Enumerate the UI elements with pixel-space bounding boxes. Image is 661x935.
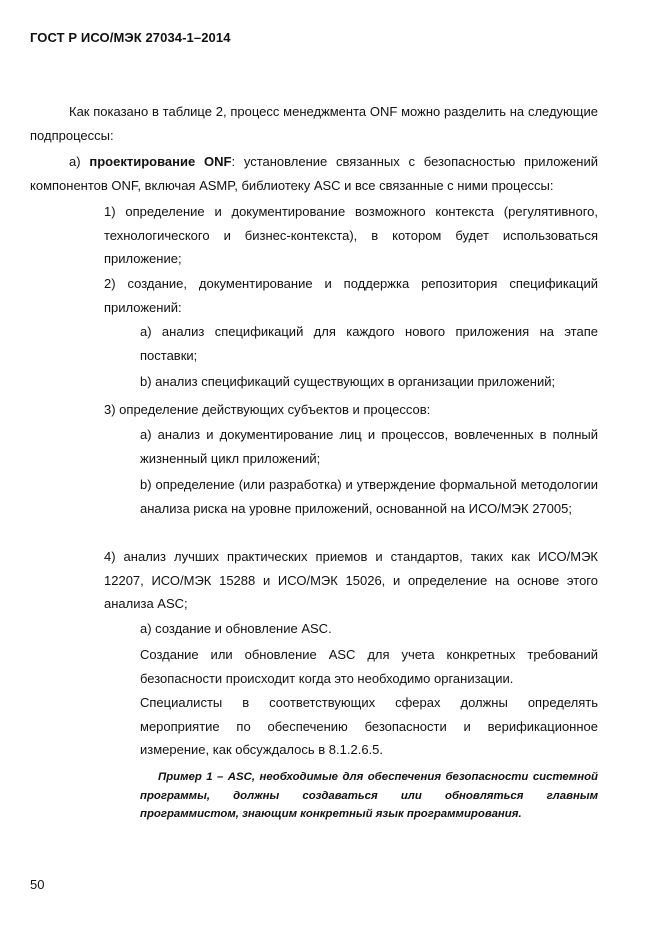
list-item-2b: b) анализ спецификаций существующих в организации приложений;: [140, 374, 556, 389]
item-a-lead: проектирование ONF: [89, 154, 232, 169]
list-item-3: 3) определение действующих субъектов и процессов:: [104, 402, 431, 417]
list-item-2: 2) создание, документирование и поддержка репозитория спецификаций приложений:: [104, 276, 598, 315]
intro-paragraph: Как показано в таблице 2, процесс менеджмента ONF можно разделить на следующие подпроцессы:: [30, 104, 598, 143]
list-item-4a-text-1: Создание или обновление ASC для учета конкретных требований безопасности происходит когда это необходимо организации.: [140, 647, 598, 686]
list-item-3b: b) определение (или разработка) и утверждение формальной методологии анализа риска на уровне приложений, основанной на ИСО/МЭК 27005;: [140, 477, 598, 516]
list-item-4: 4) анализ лучших практических приемов и стандартов, таких как ИСО/МЭК 12207, ИСО/МЭК 15288 и ИСО/МЭК 15026, и определение на основе этого анализа ASC;: [104, 549, 598, 611]
item-a-text: : установление связанных с безопасностью приложений компонентов ONF, включая ASMP, библиотеку ASC и все связанные с ними процессы:: [30, 154, 599, 193]
list-item-3a: a) анализ и документирование лиц и процессов, вовлеченных в полный жизненный цикл приложений;: [140, 427, 598, 466]
list-item-2a: a) анализ спецификаций для каждого нового приложения на этапе поставки;: [140, 324, 598, 363]
page-number: 50: [30, 877, 45, 892]
list-item-4a: a) создание и обновление ASC.: [140, 621, 332, 636]
example-note: Пример 1 – ASC, необходимые для обеспечения безопасности системной программы, должны создаваться или обновляться главным программистом, знающим конкретный язык программирования.: [140, 771, 598, 820]
item-a-paragraph: [30, 150, 598, 197]
item-a-prefix: а): [69, 154, 90, 169]
document-header: ГОСТ Р ИСО/МЭК 27034-1–2014: [30, 30, 231, 45]
list-item-1: 1) определение и документирование возможного контекста (регулятивного, технологического и бизнес-контекста), в котором будет использоваться приложение;: [104, 204, 598, 266]
list-item-4a-text-2: Специалисты в соответствующих сферах должны определять мероприятие по обеспечению безопасности и верификационное измерение, как обсуждалось в 8.1.2.6.5.: [140, 695, 598, 757]
